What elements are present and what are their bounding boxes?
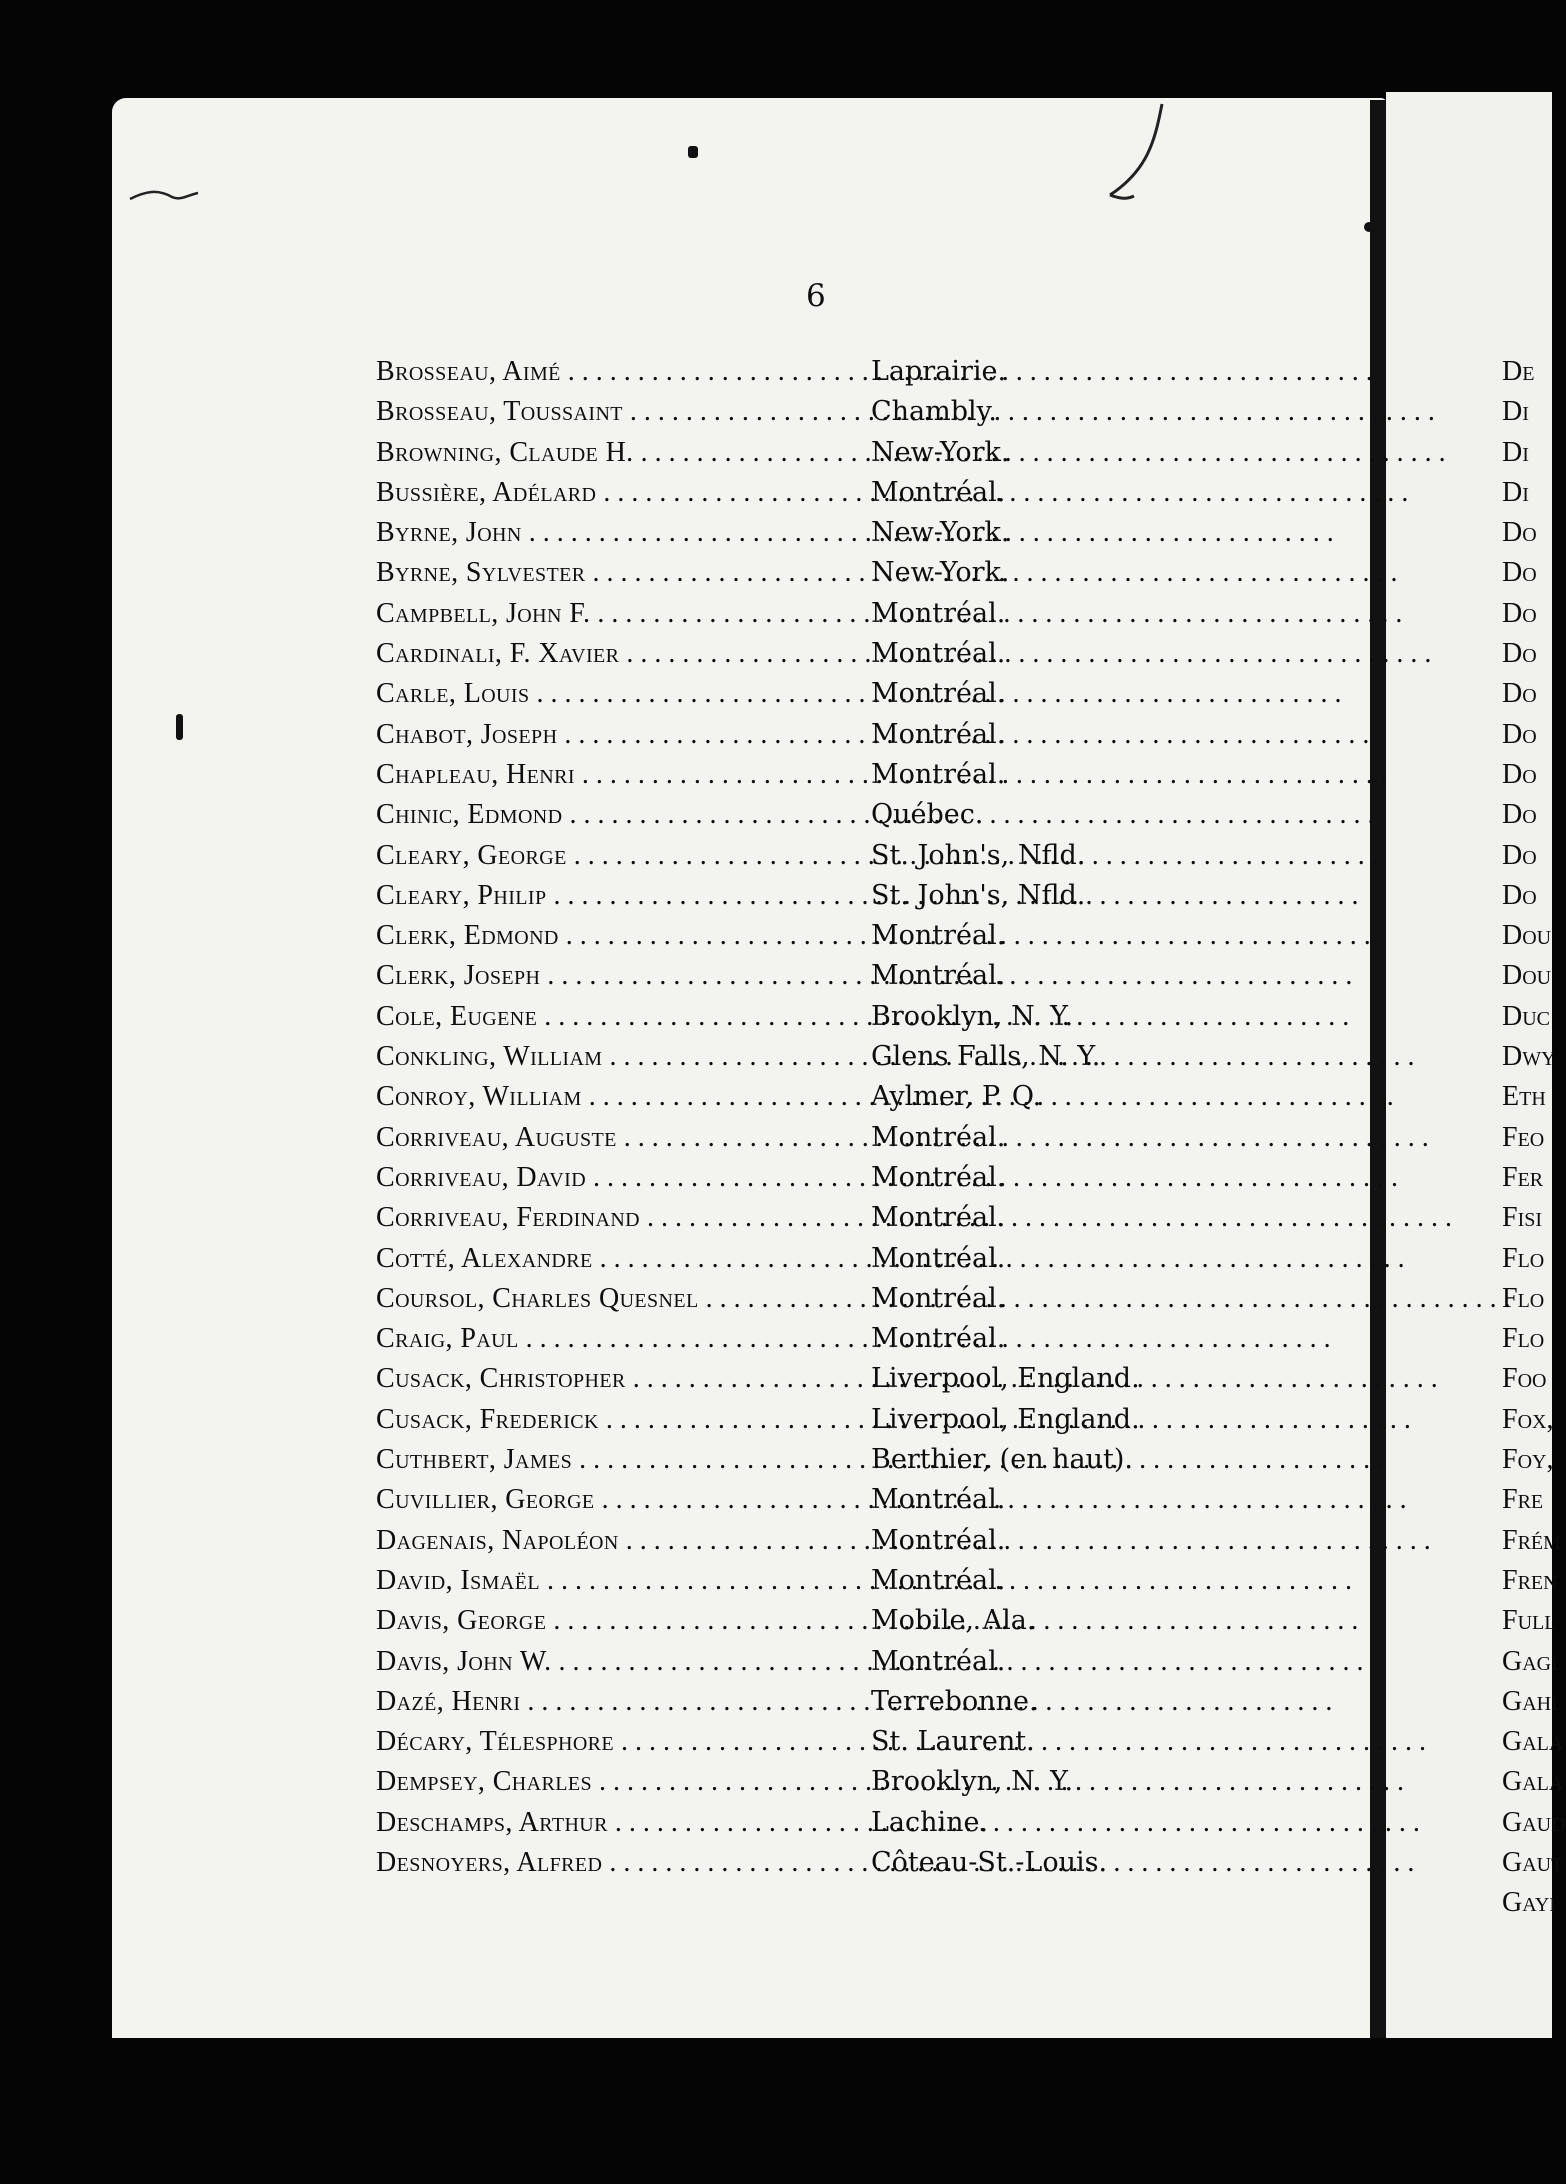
entry-name: Cuthbert, James . . . [376, 1440, 869, 1480]
entry-name: Clerk, Joseph . . . [376, 956, 869, 996]
entry-name: Dagenais, Napoléon . . . [376, 1521, 869, 1561]
entry-name: Dempsey, Charles . . . [376, 1762, 869, 1802]
entry-name: Cuvillier, George . . . [376, 1480, 869, 1520]
entry-name: Décary, Télesphore . . . [376, 1722, 869, 1762]
scan-speck-left [176, 714, 183, 740]
scan-speck-right [1364, 222, 1374, 232]
entry-name: Corriveau, Auguste . . . [376, 1118, 869, 1158]
entry-place: Montréal. [871, 960, 1006, 992]
list-item [376, 594, 1136, 634]
list-item [376, 1843, 1136, 1883]
list-item [376, 1037, 1136, 1077]
subscriber-list [376, 352, 1140, 1883]
entry-place: Montréal. [871, 1242, 1006, 1274]
facing-page-fragment: Gahi [1502, 1685, 1558, 1717]
list-item [376, 1359, 1140, 1399]
entry-name: Conroy, William . . . [376, 1077, 869, 1117]
entry-place: Aylmer, P. Q. [871, 1081, 1042, 1113]
facing-page-fragment: Eth [1502, 1081, 1546, 1113]
entry-name: Desnoyers, Alfred . . . [376, 1843, 869, 1883]
entry-place: Montréal. [871, 920, 1006, 952]
entry-place: Chambly. [871, 396, 997, 428]
scan-speck-top [688, 146, 698, 158]
entry-place: Berthier, (en haut). [871, 1444, 1134, 1476]
list-item [376, 876, 1136, 916]
entry-name: Davis, John W. . . . [376, 1642, 869, 1682]
facing-page-fragment: Frém [1502, 1524, 1561, 1556]
entry-name: Clerk, Edmond . . . [376, 916, 869, 956]
facing-page-fragment: Flo [1502, 1242, 1545, 1274]
entry-place: Montréal. [871, 597, 1006, 629]
entry-name: Brosseau, Toussaint . . . [376, 392, 869, 432]
list-item [376, 1158, 1136, 1198]
list-item [376, 473, 1136, 513]
entry-place: Terrebonne. [871, 1685, 1038, 1717]
facing-page-fragment: Do [1502, 879, 1537, 911]
list-item [376, 1118, 1136, 1158]
facing-page-fragment: Flo [1502, 1323, 1545, 1355]
entry-place: Laprairie. [871, 356, 1007, 387]
entry-name: David, Ismaël . . . [376, 1561, 869, 1601]
entry-name: Bussière, Adélard . . . [376, 473, 869, 513]
entry-name: Brosseau, Aimé . . . [376, 352, 869, 392]
facing-page-fragment: Di [1502, 436, 1529, 468]
entry-name: Cusack, Christopher . . . [376, 1359, 869, 1399]
entry-name: Byrne, John . . . [376, 513, 869, 553]
entry-place: New-York. [871, 517, 1010, 549]
facing-page-fragment: Do [1502, 517, 1537, 549]
entry-place: Montréal. [871, 678, 1006, 710]
entry-name: Corriveau, Ferdinand . . . [376, 1198, 869, 1238]
entry-place: Montréal. [871, 638, 1006, 670]
entry-place: Montréal. [871, 758, 1006, 790]
facing-page-fragment: Do [1502, 799, 1537, 831]
facing-page-fragment: Foo [1502, 1363, 1547, 1395]
entry-place: Montréal. [871, 1202, 1006, 1234]
entry-place: Montréal. [871, 1282, 1006, 1314]
entry-place: St. John's, Nfld. [871, 879, 1086, 911]
facing-page-fragment: Fer [1502, 1161, 1544, 1193]
entry-place: St. John's, Nfld. [871, 839, 1086, 871]
entry-name: Cusack, Frederick . . . [376, 1400, 869, 1440]
list-item [376, 1440, 1136, 1480]
entry-place: Montréal. [871, 1564, 1006, 1596]
entry-name: Deschamps, Arthur . . . [376, 1803, 869, 1843]
list-item [376, 1642, 1136, 1682]
entry-name: Chinic, Edmond . . . [376, 795, 869, 835]
entry-place: St. Laurent. [871, 1726, 1035, 1758]
entry-place: Liverpool, England. [871, 1363, 1140, 1395]
facing-page-fragment: Dou [1502, 920, 1552, 952]
entry-place: Québec. [871, 799, 984, 831]
list-item [376, 1682, 1136, 1722]
facing-page-fragment: Full [1502, 1605, 1557, 1637]
list-item [376, 836, 1136, 876]
facing-page-fragment: Fre [1502, 1484, 1544, 1516]
facing-page-fragment: Do [1502, 758, 1537, 790]
entry-place: Mobile, Ala. [871, 1605, 1036, 1637]
facing-page-fragment: Fren [1502, 1564, 1558, 1596]
list-item [376, 433, 1136, 473]
facing-page-fragment: Gala [1502, 1766, 1564, 1798]
facing-page-fragment: Fox, [1502, 1403, 1554, 1435]
list-item [376, 916, 1136, 956]
list-item [376, 513, 1136, 553]
list-item [376, 1239, 1136, 1279]
list-item [376, 1601, 1136, 1641]
entry-place: Liverpool, England. [871, 1403, 1140, 1435]
facing-page-fragment: Gagi [1502, 1645, 1558, 1677]
entry-name: Campbell, John F. . . . [376, 594, 869, 634]
entry-name: Cleary, Philip . . . [376, 876, 869, 916]
entry-name: Cardinali, F. Xavier . . . [376, 634, 869, 674]
entry-place: New-York. [871, 557, 1010, 589]
entry-place: Montréal. [871, 1121, 1006, 1153]
facing-page-fragment: Gala [1502, 1726, 1564, 1758]
entry-name: Coursol, Charles Quesnel . . . [376, 1279, 869, 1319]
list-item [376, 352, 1136, 392]
facing-page-fragment: Gaud [1502, 1806, 1566, 1838]
entry-name: Dazé, Henri . . . [376, 1682, 869, 1722]
facing-page-fragment: Feo [1502, 1121, 1545, 1153]
page-number: 6 [806, 278, 826, 314]
entry-place: Lachine. [871, 1806, 989, 1838]
facing-page-fragment: Do [1502, 557, 1537, 589]
list-item [376, 1803, 1136, 1843]
facing-page-fragment: Di [1502, 476, 1529, 508]
entry-name: Browning, Claude H. . . . [376, 433, 869, 473]
facing-page-fragment: Do [1502, 839, 1537, 871]
entry-place: Montréal. [871, 476, 1006, 508]
facing-page-fragment: Di [1502, 396, 1529, 428]
entry-place: Montréal. [871, 1323, 1006, 1355]
list-item [376, 1521, 1136, 1561]
list-item [376, 956, 1136, 996]
entry-place: Montréal. [871, 1645, 1006, 1677]
list-item [376, 997, 1136, 1037]
facing-page-fragment: Do [1502, 597, 1537, 629]
facing-page-fragment: Fisi [1502, 1202, 1543, 1234]
facing-page-fragment: Do [1502, 718, 1537, 750]
list-item [376, 1480, 1136, 1520]
list-item [376, 1077, 1136, 1117]
entry-name: Conkling, William . . . [376, 1037, 869, 1077]
list-item [376, 674, 1136, 714]
list-item [376, 795, 1136, 835]
list-item [376, 755, 1136, 795]
list-item [376, 1198, 1136, 1238]
entry-name: Cotté, Alexandre . . . [376, 1239, 869, 1279]
entry-name: Chabot, Joseph . . . [376, 715, 869, 755]
facing-page-fragment: Gaut [1502, 1846, 1564, 1878]
facing-page-fragment: Dou [1502, 960, 1552, 992]
entry-place: Côteau-St.-Louis. [871, 1846, 1108, 1878]
list-item [376, 1722, 1136, 1762]
facing-page-fragment: Dwy [1502, 1041, 1556, 1073]
list-item [376, 392, 1136, 432]
scan-mark-left-scribble [128, 175, 208, 215]
entry-place: New-York. [871, 436, 1010, 468]
list-item [376, 1762, 1136, 1802]
facing-page-fragment: Flo [1502, 1282, 1545, 1314]
entry-name: Chapleau, Henri . . . [376, 755, 869, 795]
entry-name: Corriveau, David . . . [376, 1158, 869, 1198]
list-item [376, 715, 1136, 755]
entry-name: Craig, Paul . . . [376, 1319, 869, 1359]
list-item [376, 1279, 1136, 1319]
entry-name: Byrne, Sylvester . . . [376, 553, 869, 593]
facing-page-fragment: Gayi [1502, 1887, 1556, 1919]
facing-page-fragment: Foy, [1502, 1444, 1554, 1476]
list-item [376, 634, 1136, 674]
entry-name: Davis, George . . . [376, 1601, 869, 1641]
entry-place: Brooklyn, N. Y. [871, 1000, 1074, 1032]
entry-place: Montréal. [871, 1524, 1006, 1556]
entry-place: Brooklyn, N. Y. [871, 1766, 1074, 1798]
facing-page-fragment: De [1502, 356, 1535, 387]
entry-place: Montréal. [871, 718, 1006, 750]
entry-place: Glens Falls, N. Y. [871, 1041, 1101, 1073]
scan-mark-top-scribble [1100, 100, 1200, 210]
entry-name: Carle, Louis . . . [376, 674, 869, 714]
entry-place: Montréal. [871, 1484, 1006, 1516]
entry-name: Cleary, George . . . [376, 836, 869, 876]
facing-page-fragment: Duc [1502, 1000, 1551, 1032]
facing-page-fragment: Do [1502, 678, 1537, 710]
list-item [376, 1319, 1136, 1359]
list-item [376, 1561, 1136, 1601]
facing-page-entries [1502, 352, 1566, 1924]
list-item [376, 1400, 1140, 1440]
list-item [376, 553, 1136, 593]
facing-page-fragment: Do [1502, 638, 1537, 670]
entry-place: Montréal. [871, 1161, 1006, 1193]
entry-name: Cole, Eugene . . . [376, 997, 869, 1037]
